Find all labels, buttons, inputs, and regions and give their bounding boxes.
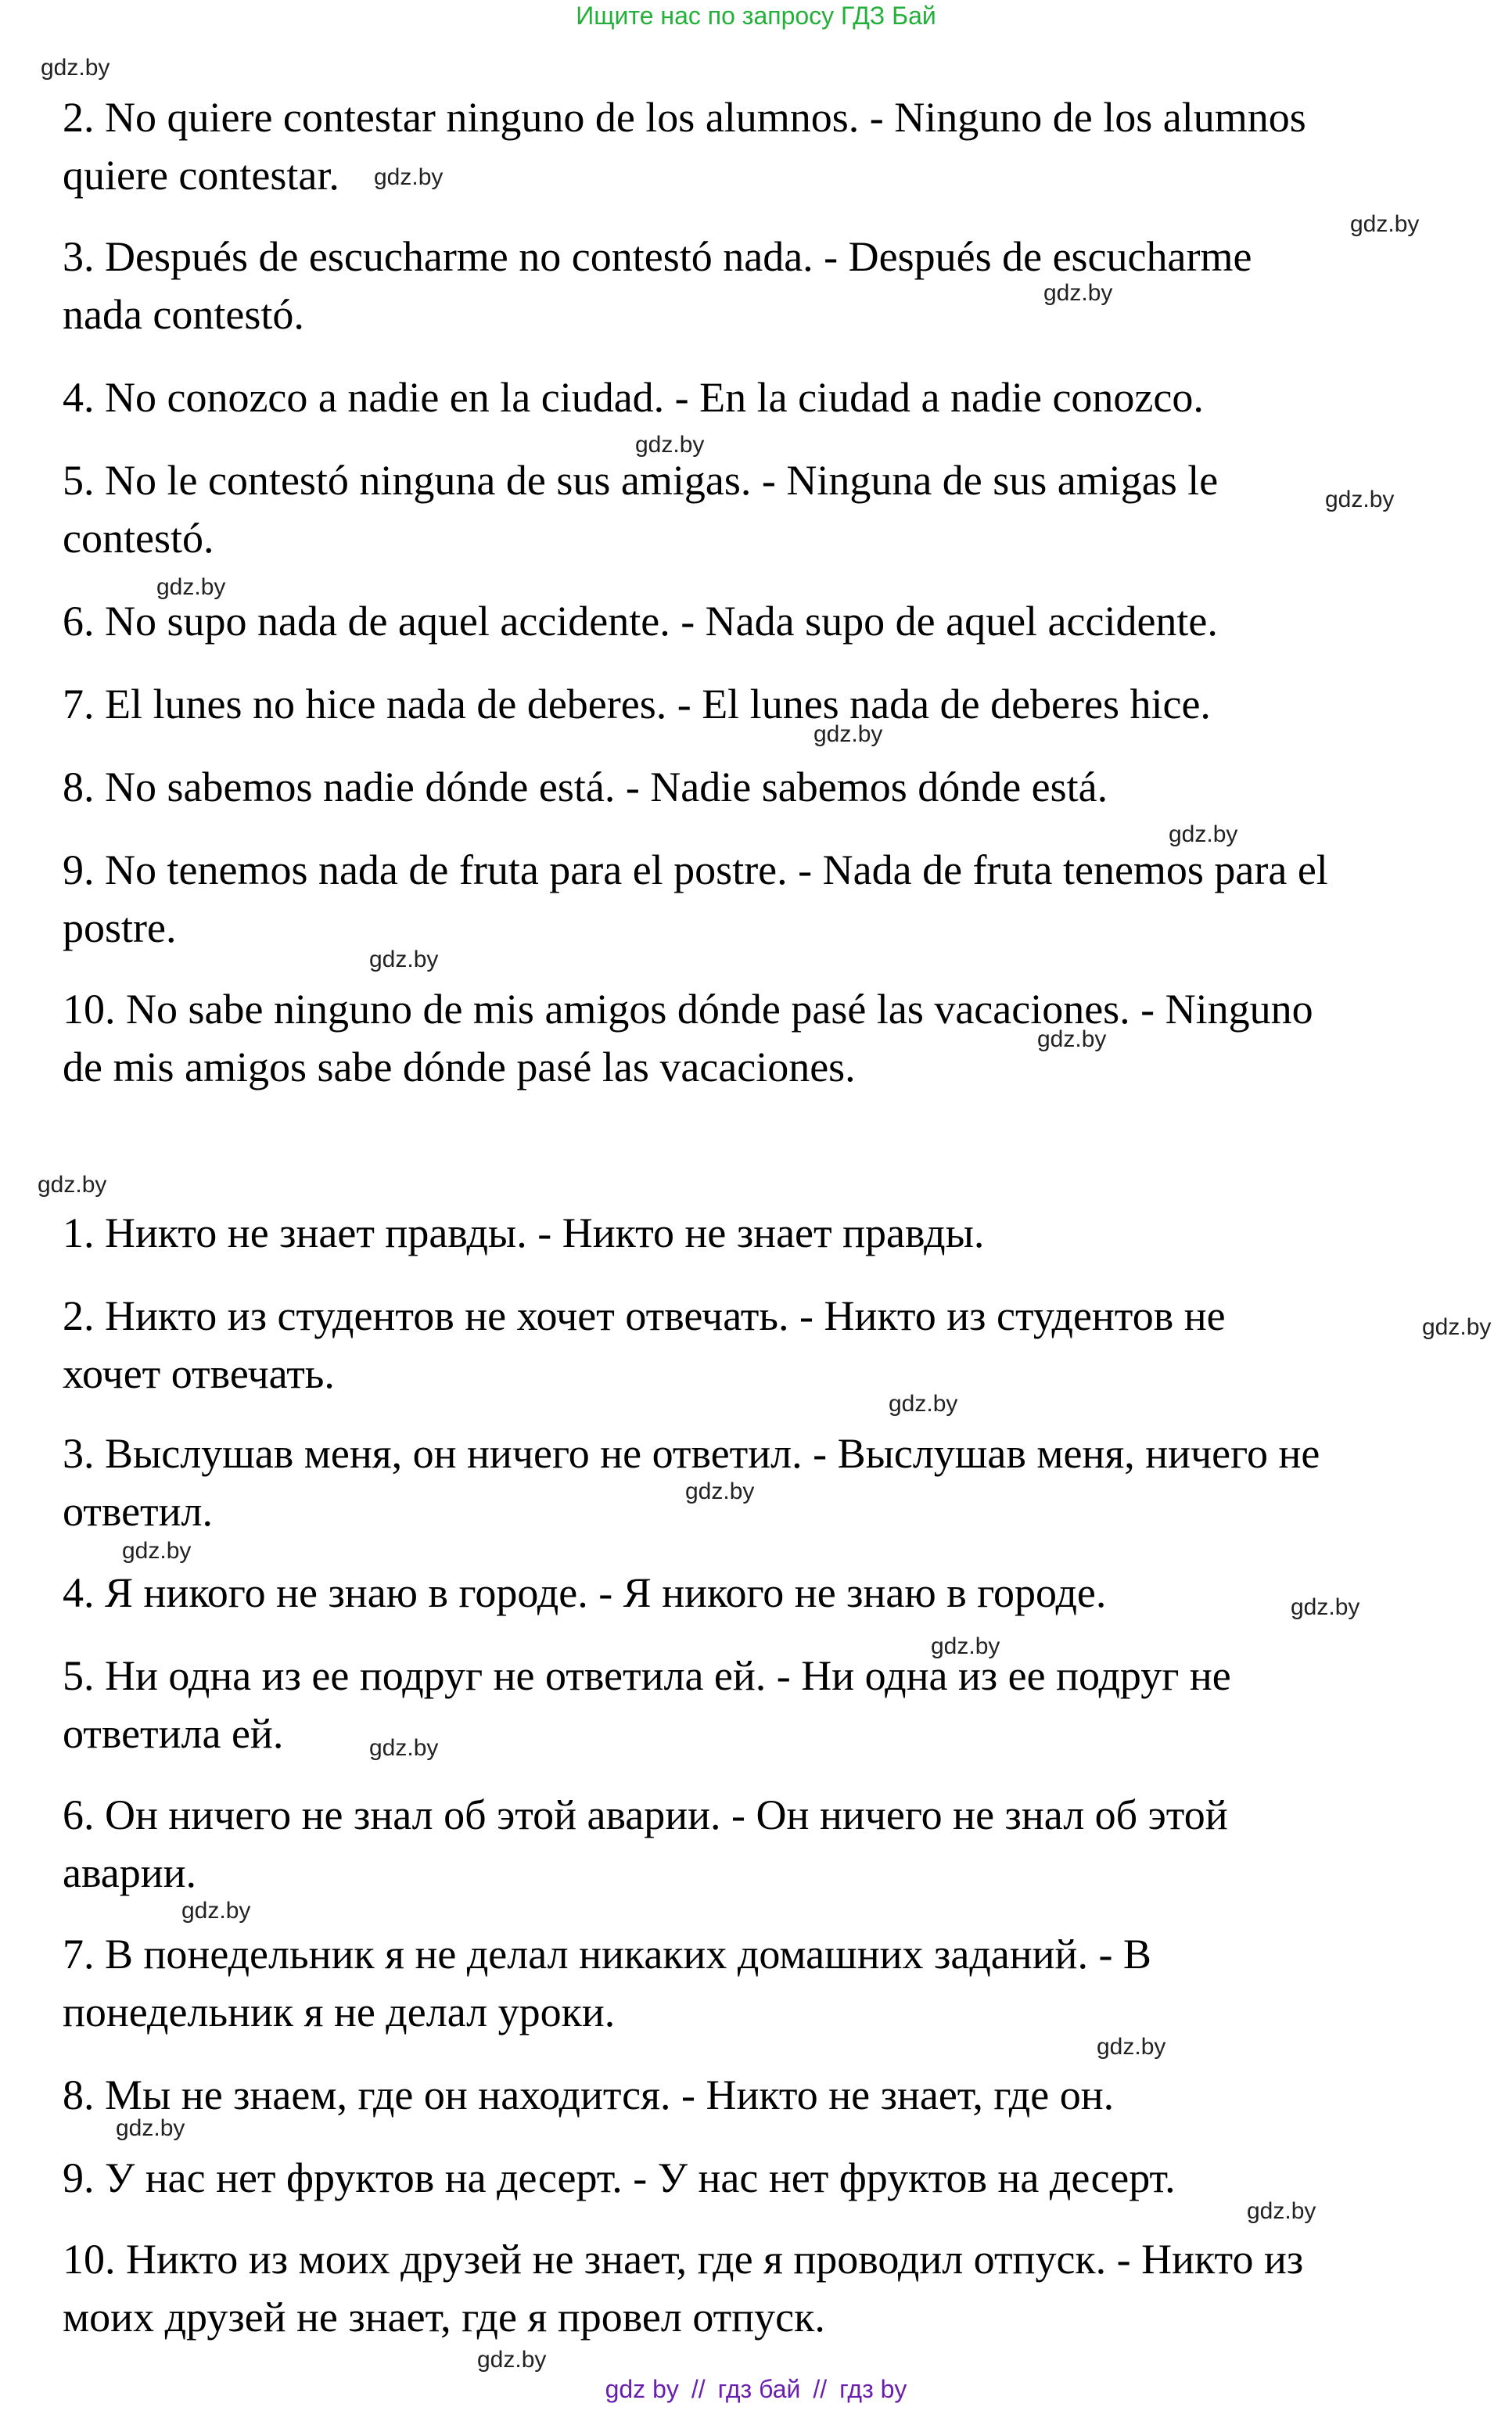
footer-link-gdz-bai[interactable]: гдз бай — [717, 2375, 801, 2403]
watermark: gdz.by — [1097, 2034, 1166, 2060]
watermark: gdz.by — [1037, 1026, 1107, 1052]
spanish-answer-4-line-1: 4. No conozco a nadie en la ciudad. - En la ciudad a nadie conozco. — [63, 374, 1204, 421]
russian-translation-9-line-1: 9. У нас нет фруктов на десерт. - У нас нет фруктов на десерт. — [63, 2154, 1176, 2201]
spanish-answer-2-line-2: quiere contestar. — [63, 152, 339, 199]
watermark: gdz.by — [374, 164, 444, 190]
footer-link-gdz-by-cyr[interactable]: гдз by — [839, 2375, 907, 2403]
footer-separator: // — [813, 2375, 828, 2403]
spanish-answer-7-line-1: 7. El lunes no hice nada de deberes. - El lunes nada de deberes hice. — [63, 681, 1211, 728]
russian-translation-6-line-2: аварии. — [63, 1849, 197, 1896]
spanish-answer-10-line-1: 10. No sabe ninguno de mis amigos dónde pasé las vacaciones. - Ninguno — [63, 986, 1313, 1033]
top-banner: Ищите нас по запросу ГДЗ Бай — [576, 2, 936, 30]
russian-translation-5-line-1: 5. Ни одна из ее подруг не ответила ей. - Ни одна из ее подруг не — [63, 1652, 1231, 1699]
watermark: gdz.by — [931, 1633, 1000, 1659]
watermark: gdz.by — [1247, 2198, 1316, 2224]
russian-translation-4-line-1: 4. Я никого не знаю в городе. - Я никого не знаю в городе. — [63, 1569, 1107, 1616]
watermark: gdz.by — [369, 947, 439, 972]
watermark: gdz.by — [369, 1735, 439, 1761]
watermark: gdz.by — [181, 1898, 251, 1924]
footer-separator: // — [691, 2375, 706, 2403]
spanish-answer-10-line-2: de mis amigos sabe dónde pasé las vacaciones. — [63, 1044, 856, 1090]
watermark: gdz.by — [1325, 487, 1395, 512]
watermark: gdz.by — [635, 432, 705, 458]
spanish-answer-8-line-1: 8. No sabemos nadie dónde está. - Nadie sabemos dónde está. — [63, 763, 1108, 810]
watermark: gdz.by — [1169, 821, 1238, 847]
watermark: gdz.by — [813, 721, 883, 747]
spanish-answer-3-line-1: 3. Después de escucharme no contestó nada. - Después de escucharme — [63, 233, 1252, 280]
spanish-answer-5-line-2: contestó. — [63, 515, 214, 562]
russian-translation-7-line-1: 7. В понедельник я не делал никаких домашних заданий. - В — [63, 1931, 1151, 1978]
watermark: gdz.by — [1350, 211, 1420, 237]
russian-translation-10-line-2: моих друзей не знает, где я провел отпуск. — [63, 2294, 825, 2341]
spanish-answer-2-line-1: 2. No quiere contestar ninguno de los alumnos. - Ninguno de los alumnos — [63, 94, 1306, 141]
watermark: gdz.by — [1422, 1314, 1492, 1340]
spanish-answer-6-line-1: 6. No supo nada de aquel accidente. - Nada supo de aquel accidente. — [63, 598, 1218, 645]
russian-translation-1-line-1: 1. Никто не знает правды. - Никто не знает правды. — [63, 1209, 985, 1256]
spanish-answer-9-line-2: postre. — [63, 904, 177, 951]
watermark: gdz.by — [38, 1172, 107, 1198]
spanish-answer-5-line-1: 5. No le contestó ninguna de sus amigas. - Ninguna de sus amigas le — [63, 457, 1219, 504]
watermark: gdz.by — [122, 1538, 192, 1564]
russian-translation-2-line-2: хочет отвечать. — [63, 1350, 335, 1397]
watermark: gdz.by — [685, 1478, 755, 1504]
russian-translation-2-line-1: 2. Никто из студентов не хочет отвечать. - Никто из студентов не — [63, 1292, 1226, 1339]
russian-translation-10-line-1: 10. Никто из моих друзей не знает, где я проводил отпуск. - Никто из — [63, 2236, 1304, 2283]
watermark: gdz.by — [477, 2347, 547, 2373]
russian-translation-8-line-1: 8. Мы не знаем, где он находится. - Никто не знает, где он. — [63, 2071, 1115, 2118]
watermark: gdz.by — [156, 574, 226, 600]
watermark: gdz.by — [116, 2115, 185, 2141]
spanish-answer-3-line-2: nada contestó. — [63, 291, 304, 338]
russian-translation-6-line-1: 6. Он ничего не знал об этой аварии. - Он ничего не знал об этой — [63, 1791, 1228, 1838]
russian-translation-3-line-1: 3. Выслушав меня, он ничего не ответил. - Выслушав меня, ничего не — [63, 1430, 1320, 1477]
russian-translation-5-line-2: ответила ей. — [63, 1710, 284, 1757]
watermark: gdz.by — [41, 55, 110, 81]
watermark: gdz.by — [889, 1391, 958, 1417]
watermark: gdz.by — [1043, 280, 1113, 306]
footer-link-gdz-by[interactable]: gdz by — [605, 2375, 679, 2403]
spanish-answer-9-line-1: 9. No tenemos nada de fruta para el postre. - Nada de fruta tenemos para el — [63, 846, 1328, 893]
russian-translation-3-line-2: ответил. — [63, 1488, 213, 1535]
russian-translation-7-line-2: понедельник я не делал уроки. — [63, 1989, 616, 2035]
watermark: gdz.by — [1291, 1594, 1360, 1620]
footer-links — [0, 2373, 1512, 2405]
